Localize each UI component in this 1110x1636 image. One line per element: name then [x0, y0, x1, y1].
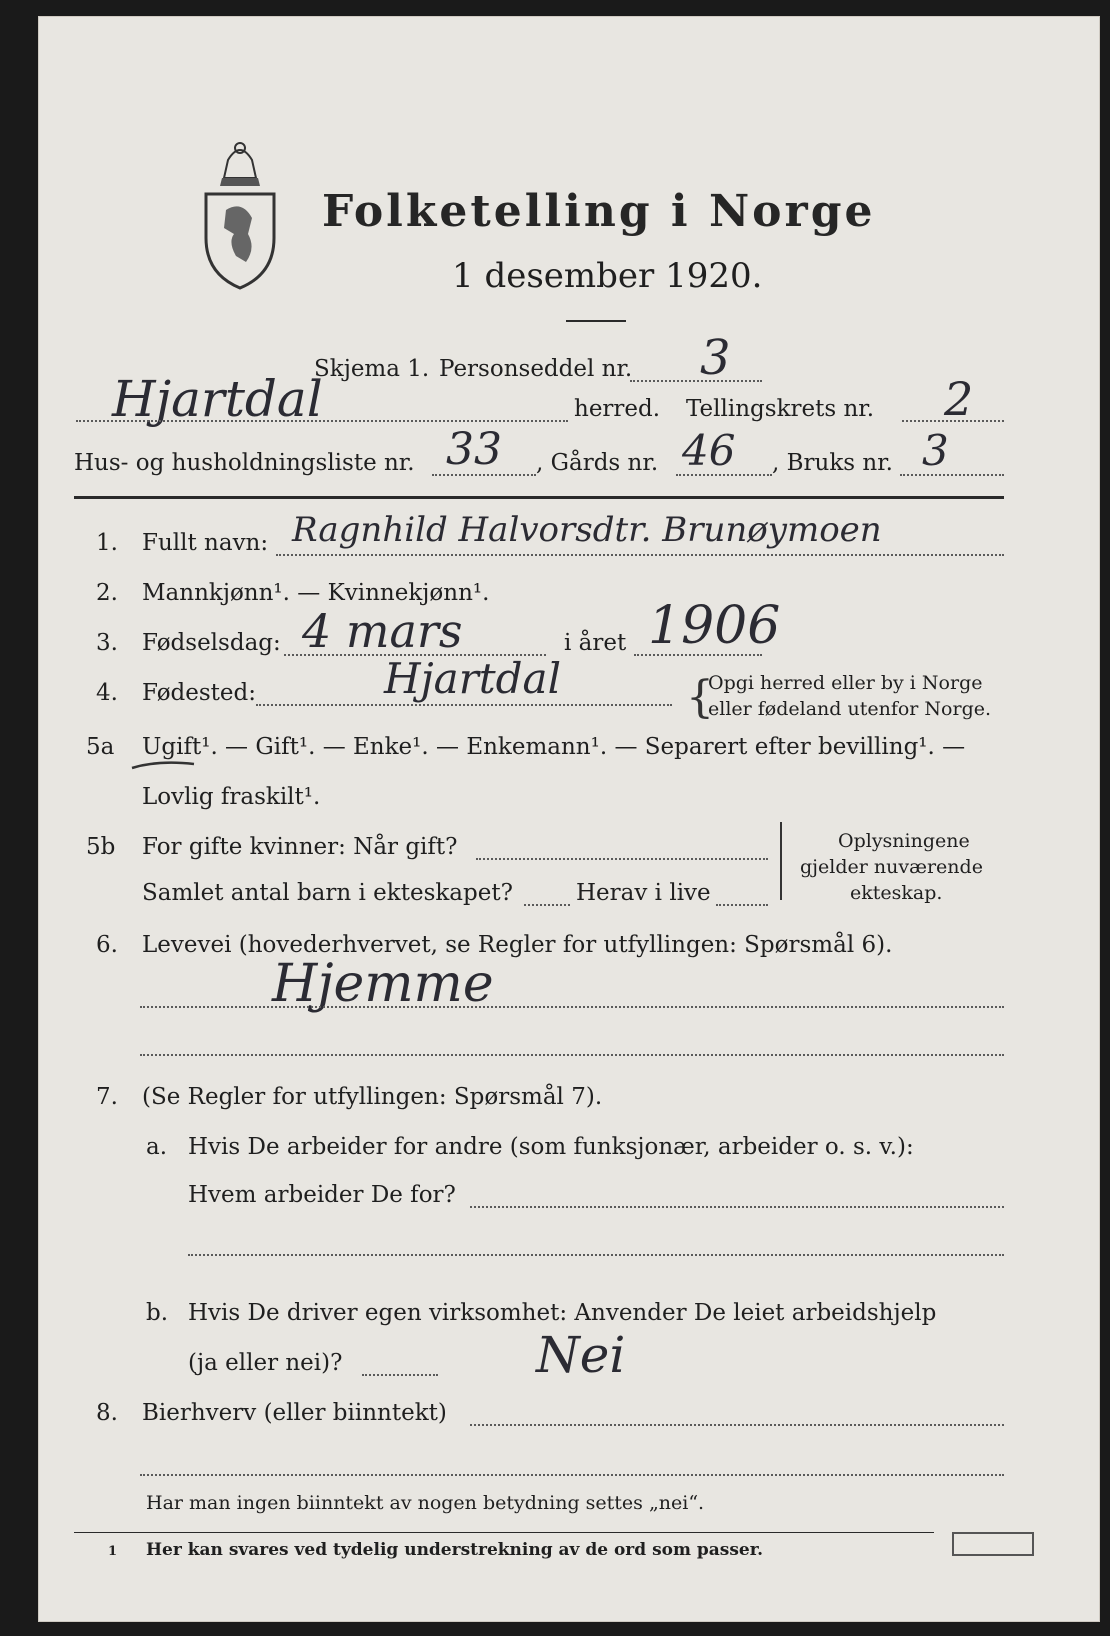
herred-value: Hjartdal — [112, 370, 323, 428]
skjema-label: Skjema 1. — [314, 356, 430, 382]
q5b-line1: For gifte kvinner: Når gift? — [142, 834, 458, 860]
q6-value: Hjemme — [272, 954, 494, 1014]
husliste-value: 33 — [446, 424, 502, 475]
printer-stamp — [952, 1532, 1034, 1556]
personseddel-label: Personseddel nr. — [439, 356, 633, 382]
q7b-value: Nei — [536, 1326, 626, 1384]
q5b-line2: Samlet antal barn i ekteskapet? — [142, 880, 513, 906]
q7b-line2: (ja eller nei)? — [188, 1350, 343, 1376]
herred-line — [76, 420, 568, 422]
q7b-letter: b. — [146, 1300, 169, 1326]
q3-label: Fødselsdag: — [142, 630, 281, 656]
q6-number: 6. — [96, 932, 118, 958]
q5a-line1: Ugift¹. — Gift¹. — Enke¹. — Enkemann¹. — Separert efter bevilling¹. — — [142, 734, 966, 760]
bruks-line — [900, 474, 1004, 476]
q8-line — [470, 1424, 1004, 1426]
q5b-married-line — [476, 858, 768, 860]
q4-value: Hjartdal — [384, 654, 562, 703]
q8-label: Bierhverv (eller biinntekt) — [142, 1400, 447, 1426]
q1-number: 1. — [96, 530, 118, 556]
q1-label: Fullt navn: — [142, 530, 269, 556]
q3-year-value: 1906 — [648, 596, 781, 656]
q7b-line1: Hvis De driver egen virksomhet: Anvender De leiet arbeidshjelp — [188, 1300, 937, 1326]
q5b-line2b: Herav i live — [576, 880, 711, 906]
q5b-note-line2: gjelder nuværende — [800, 856, 983, 878]
q3-value: 4 mars — [302, 604, 463, 658]
q3-year-label: i året — [564, 630, 627, 656]
herred-label: herred. — [574, 396, 661, 422]
q5a-number: 5a — [86, 734, 115, 760]
q5b-note-bracket — [780, 822, 790, 900]
q7a-line1: Hvis De arbeider for andre (som funksjonær, arbeider o. s. v.): — [188, 1134, 914, 1160]
q7a-answer-line2 — [188, 1254, 1004, 1256]
q8-line2 — [140, 1474, 1004, 1476]
q6-label: Levevei (hovederhvervet, se Regler for utfyllingen: Spørsmål 6). — [142, 932, 893, 958]
q7a-answer-line — [470, 1206, 1004, 1208]
form-title: Folketelling i Norge — [322, 186, 876, 237]
q1-line — [276, 554, 1004, 556]
q4-note-bracket: { — [686, 672, 714, 723]
footer-note: Har man ingen biinntekt av nogen betydning settes „nei“. — [146, 1492, 705, 1514]
q4-label: Fødested: — [142, 680, 257, 706]
q6-line1 — [140, 1006, 1004, 1008]
q7a-line2: Hvem arbeider De for? — [188, 1182, 456, 1208]
coat-of-arms-icon — [198, 138, 282, 290]
q7b-answer-line — [362, 1374, 438, 1376]
q5b-children-line — [524, 904, 570, 906]
q1-value: Ragnhild Halvorsdtr. Brunøymoen — [292, 510, 882, 550]
tellingskrets-value: 2 — [944, 372, 974, 426]
header-divider — [74, 496, 1004, 499]
tellingskrets-label: Tellingskrets nr. — [686, 396, 875, 422]
q4-line — [256, 704, 672, 706]
q5b-note-line3: ekteskap. — [850, 882, 943, 904]
bruks-value: 3 — [922, 426, 949, 475]
q2-label: Mannkjønn¹. — Kvinnekjønn¹. — [142, 580, 490, 606]
gards-value: 46 — [682, 426, 736, 475]
q4-number: 4. — [96, 680, 118, 706]
q5a-line2: Lovlig fraskilt¹. — [142, 784, 321, 810]
q5b-note-line1: Oplysningene — [838, 830, 970, 852]
footnote-mark: 1 — [108, 1544, 118, 1559]
q4-note-line1: Opgi herred eller by i Norge — [708, 672, 983, 694]
q2-number: 2. — [96, 580, 118, 606]
husliste-label: Hus- og husholdningsliste nr. — [74, 450, 415, 476]
footnote-text: Her kan svares ved tydelig understrekning av de ord som passer. — [146, 1540, 764, 1560]
gards-label: , Gårds nr. — [536, 450, 659, 476]
personseddel-line — [630, 380, 762, 382]
personseddel-value: 3 — [700, 330, 731, 386]
q8-number: 8. — [96, 1400, 118, 1426]
footnote-divider — [74, 1532, 934, 1533]
q4-note-line2: eller fødeland utenfor Norge. — [708, 698, 992, 720]
ugift-underline-mark — [128, 758, 198, 772]
form-date: 1 desember 1920. — [452, 256, 763, 296]
q5b-alive-line — [716, 904, 768, 906]
title-divider — [566, 320, 626, 322]
q7-number: 7. — [96, 1084, 118, 1110]
q7-label: (Se Regler for utfyllingen: Spørsmål 7). — [142, 1084, 603, 1110]
bruks-label: , Bruks nr. — [772, 450, 893, 476]
q3-number: 3. — [96, 630, 118, 656]
q6-line2 — [140, 1054, 1004, 1056]
q7a-letter: a. — [146, 1134, 168, 1160]
q5b-number: 5b — [86, 834, 116, 860]
